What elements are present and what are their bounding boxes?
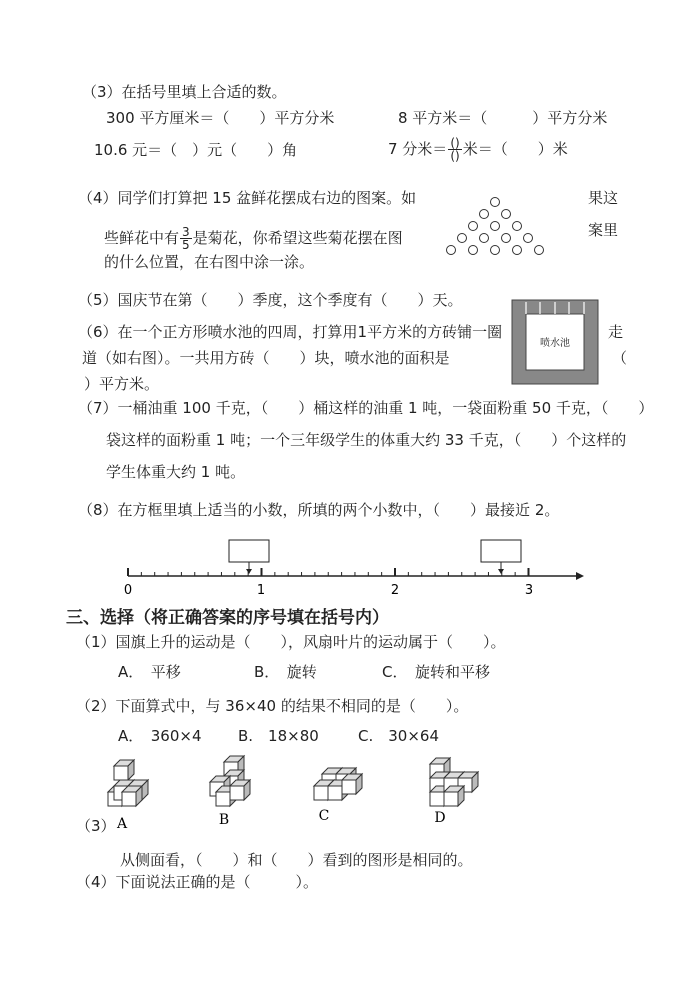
q3-row1-right: 8 平方米＝（ ）平方分米 <box>398 109 608 127</box>
q4-line2-pre: 些鲜花中有 <box>104 229 180 247</box>
q4-line2 <box>104 220 403 256</box>
answer-box-2[interactable] <box>481 540 521 562</box>
q3-frac-num: () <box>450 136 460 150</box>
q3-row1-left: 300 平方厘米＝（ ）平方分米 <box>106 109 335 127</box>
q6-line1-tail: 走 <box>608 323 624 341</box>
choice3-label: （3） <box>76 817 116 835</box>
q4-line1: （4）同学们打算把 15 盆鲜花摆成右边的图案。如 <box>78 189 417 207</box>
flower-circle <box>491 246 500 255</box>
choice1-text: （1）国旗上升的运动是（ ），风扇叶片的运动属于（ ）。 <box>76 633 506 651</box>
pool-label: 喷水池 <box>540 338 570 349</box>
flower-circle <box>502 210 511 219</box>
q4-line1-tail: 果这 <box>588 189 619 207</box>
tick-label-2: 2 <box>390 583 400 598</box>
flower-circle <box>524 234 533 243</box>
answer-box-1-arrowhead <box>246 569 252 574</box>
cube-label-a: A <box>116 816 128 832</box>
q3-label: （3）在括号里填上合适的数。 <box>82 83 287 101</box>
flower-circle <box>480 210 489 219</box>
cube-figures <box>100 754 500 834</box>
choice1-option-a: A． 平移 <box>118 663 181 681</box>
cube-label-d: D <box>434 810 446 826</box>
q5-text: （5）国庆节在第（ ）季度，这个季度有（ ）天。 <box>78 291 463 309</box>
choice3-text: 从侧面看，（ ）和（ ）看到的图形是相同的。 <box>120 851 473 869</box>
q6-line1: （6）在一个正方形喷水池的四周，打算用1平方米的方砖铺一圈 <box>78 323 503 341</box>
q6-line2: 道（如右图）。一共用方砖（ ）块，喷水池的面积是 <box>82 349 450 367</box>
choice2-option-b: B. 18×80 <box>238 727 319 745</box>
q3-fraction <box>448 137 461 162</box>
flower-circle <box>535 246 544 255</box>
number-line <box>118 536 588 596</box>
q6-line2-tail: （ <box>612 349 628 367</box>
section3-title: 三、选择（将正确答案的序号填在括号内） <box>66 608 389 628</box>
choice1-option-b: B． 旋转 <box>254 663 317 681</box>
cube-figure-a <box>108 760 148 806</box>
q4-line3: 的什么位置，在右图中涂一涂。 <box>104 253 315 271</box>
q4-frac-den: 5 <box>182 238 190 252</box>
choice2-option-c: C. 30×64 <box>358 727 439 745</box>
cube-label-b: B <box>218 812 230 828</box>
q3-row2-left: 10.6 元＝（ ）元（ ）角 <box>94 141 298 159</box>
flower-circle <box>491 222 500 231</box>
choice2-text: （2）下面算式中，与 36×40 的结果不相同的是（ ）。 <box>76 697 469 715</box>
flower-circle <box>513 222 522 231</box>
flower-circle <box>469 246 478 255</box>
q4-frac-num: 3 <box>182 225 190 239</box>
flower-triangle <box>440 196 570 262</box>
flower-circle <box>458 234 467 243</box>
flower-circle <box>491 198 500 207</box>
flower-circle <box>469 222 478 231</box>
q3-row2-right-pre: 7 分米＝ <box>388 140 448 158</box>
q3-row2-right-post: 米＝（ ）米 <box>462 140 568 158</box>
fountain-pool-diagram <box>512 300 598 384</box>
cube-figure-d <box>430 758 478 806</box>
q6-line3: ）平方米。 <box>84 375 160 393</box>
q3-row2-right <box>388 131 568 167</box>
q4-line2-tail: 案里 <box>588 221 619 239</box>
tick-label-3: 3 <box>524 583 534 598</box>
answer-box-2-arrowhead <box>498 569 504 574</box>
cube-label-c: C <box>318 808 330 824</box>
number-line-arrow <box>576 572 584 580</box>
answer-box-1[interactable] <box>229 540 269 562</box>
tick-label-0: 0 <box>123 583 133 598</box>
q7-line2: 袋这样的面粉重 1 吨；一个三年级学生的体重大约 33 千克，（ ）个这样的 <box>106 431 627 449</box>
q7-line3: 学生体重大约 1 吨。 <box>106 463 246 481</box>
choice1-option-c: C． 旋转和平移 <box>382 663 490 681</box>
choice2-option-a: A． 360×4 <box>118 727 202 745</box>
cube-figure-b <box>210 756 250 806</box>
q8-text: （8）在方框里填上适当的小数，所填的两个小数中，（ ）最接近 2。 <box>78 501 560 519</box>
flower-circle <box>480 234 489 243</box>
q7-line1: （7）一桶油重 100 千克，（ ）桶这样的油重 1 吨，一袋面粉重 50 千克，（ ） <box>78 399 654 417</box>
q3-frac-den: () <box>450 149 460 163</box>
q4-line2-post: 是菊花，你希望这些菊花摆在图 <box>192 229 403 247</box>
flower-circle <box>447 246 456 255</box>
tick-label-1: 1 <box>256 583 266 598</box>
flower-circle <box>502 234 511 243</box>
cube-figure-c <box>314 768 362 800</box>
choice4-text: （4）下面说法正确的是（ ）。 <box>76 873 319 891</box>
flower-circle <box>513 246 522 255</box>
q4-fraction <box>180 226 192 251</box>
